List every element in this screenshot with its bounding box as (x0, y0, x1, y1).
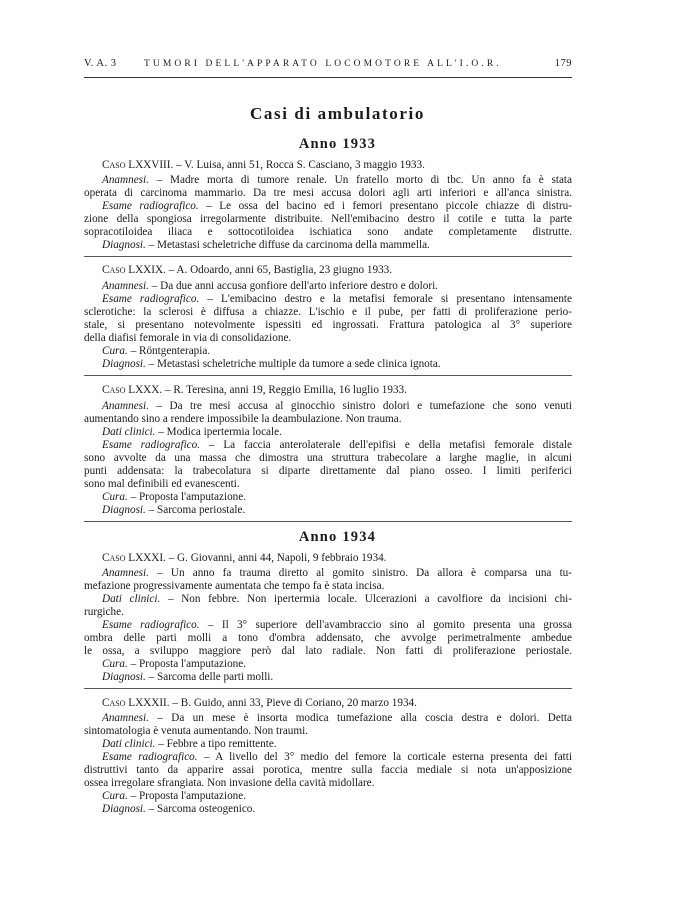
text-line: sclerotiche: la sclerosi è diffusa a chiazze. L'ischio e il pube, per fatti di proliferazione perio- (84, 306, 572, 318)
anamnesi-label: Anamnesi. (102, 280, 149, 292)
esame-text: – L'emibacino destro e la metafisi femorale si presentano intensamente (207, 293, 573, 305)
cura-text: – Proposta l'amputazione. (130, 491, 247, 503)
case-label: Caso LXXXI. (102, 552, 166, 564)
cura-line (84, 345, 572, 358)
case-heading (84, 264, 572, 277)
esame-label: Esame radiografico. (102, 751, 198, 763)
cura-text: – Proposta l'amputazione. (130, 658, 247, 670)
anamnesi-line (84, 174, 572, 187)
text-line: sono avvolte da una massa che dimostra una struttura trabecolare a larghe maglie, in alcuni (84, 452, 572, 464)
diagnosi-text: – Sarcoma periostale. (148, 504, 246, 516)
header-section-number: V. A. 3 (84, 58, 117, 69)
cura-label: Cura. (102, 658, 128, 670)
year-heading-1934: Anno 1934 (298, 529, 377, 545)
year-heading-1933: Anno 1933 (298, 136, 377, 152)
text-line: ossea irregolare sfrangiata. Non invasione della cavità midollare. (84, 777, 375, 789)
diagnosi-line (84, 239, 572, 252)
cura-line (84, 790, 572, 803)
text-line: rurgiche. (84, 606, 124, 618)
case-heading (84, 697, 572, 710)
esame-label: Esame radiografico. (102, 439, 201, 451)
cura-line (84, 491, 572, 504)
esame-text: – Il 3° superiore dell'avambraccio sino al gomito presenta una grossa (207, 619, 572, 631)
dati-text: – Febbre a tipo remittente. (158, 738, 277, 750)
diagnosi-label: Diagnosi. (102, 803, 146, 815)
text-line: sono mal definibili ed evanescenti. (84, 478, 240, 490)
diagnosi-line (84, 358, 572, 371)
case-label: Caso LXXX. (102, 384, 163, 396)
text-line: zione della spongiosa irregolarmente distribuite. Nell'emibacino destro il cotile e tutta la parte (84, 213, 572, 225)
case-label: Caso LXXXII. (102, 697, 170, 709)
diagnosi-line (84, 504, 572, 517)
anamnesi-text: – Da due anni accusa gonfiore dell'arto inferiore destro e dolori. (151, 280, 438, 292)
anamnesi-label: Anamnesi. (102, 712, 149, 724)
dati-label: Dati clinici. (102, 593, 161, 605)
esame-text: – A livello del 3° medio del femore la corticale esterna presenta dei fatti (203, 751, 573, 763)
text-line: mefazione progressivamente aumentata che tempo fa è stata incisa. (84, 580, 385, 592)
dati-line (84, 426, 572, 439)
anamnesi-text: – Un anno fa trauma diretto al gomito sinistro. Da allora è comparsa una tu- (157, 567, 572, 579)
diagnosi-label: Diagnosi. (102, 358, 146, 370)
text-line: sopracotiloidea iliaca e sottocotiloidea ischiatica sono andate completamente distrutte. (84, 226, 572, 238)
dati-text: – Non febbre. Non ipertermia locale. Ulcerazioni a cavolfiore da incisioni chi- (167, 593, 572, 605)
cura-label: Cura. (102, 345, 128, 357)
text-line: distruttivi tanto da apparire assai porotica, mentre sulla faccia mediale si nota un'apposizione (84, 764, 572, 776)
cura-label: Cura. (102, 790, 128, 802)
text-line: della diafisi femorale in via di consolidazione. (84, 332, 292, 344)
cura-text: – Röntgenterapia. (130, 345, 211, 357)
case-heading (84, 384, 572, 397)
cura-text: – Proposta l'amputazione. (130, 790, 247, 802)
diagnosi-label: Diagnosi. (102, 671, 146, 683)
diagnosi-label: Diagnosi. (102, 504, 146, 516)
text-line: punti addensata: la trabecolatura si diparte direttamente dal piano osseo. I limiti periferici (84, 465, 572, 477)
text-line: ombra delle parti molli a tono d'ombra addensato, che avvolge perimetralmente ambedue (84, 632, 572, 644)
esame-text: – La faccia anterolaterale dell'epifisi e della metafisi femorale distale (208, 439, 572, 451)
diagnosi-text: – Sarcoma osteogenico. (148, 803, 256, 815)
text-line: aumentando sino a rendere impossibile la deambulazione. Non trauma. (84, 413, 402, 425)
running-header (84, 58, 572, 76)
section-separator (84, 521, 572, 522)
header-rule (84, 77, 572, 78)
case-heading (84, 159, 572, 172)
diagnosi-label: Diagnosi. (102, 239, 146, 251)
diagnosi-line (84, 671, 572, 684)
esame-line (84, 293, 572, 306)
text-line: operata di carcinoma mammario. Da tre mesi accusa dolori agli arti inferiori e all'anca sinistra. (84, 187, 572, 199)
anamnesi-text: – Madre morta di tumore renale. Un fratello morto di tbc. Un anno fa è stata (156, 174, 572, 186)
case-label: Caso LXXIX. (102, 264, 166, 276)
dati-line (84, 593, 572, 606)
page-number: 179 (554, 58, 572, 69)
diagnosi-text: – Sarcoma delle parti molli. (148, 671, 274, 683)
cura-line (84, 658, 572, 671)
esame-line (84, 200, 572, 213)
dati-text: – Modica ipertermia locale. (158, 426, 282, 438)
case-patient: – V. Luisa, anni 51, Rocca S. Casciano, 3 maggio 1933. (176, 159, 425, 171)
text-line: stale, si presentano notevolmente ispessiti ed ingrossati. Frattura patologica al 3° superiore (84, 319, 572, 331)
esame-line (84, 751, 572, 764)
diagnosi-line (84, 803, 572, 816)
anamnesi-text: – Da tre mesi accusa al ginocchio sinistro dolori e tumefazione che sono venuti (156, 400, 572, 412)
case-patient: – B. Guido, anni 33, Pieve di Coriano, 20 marzo 1934. (172, 697, 417, 709)
esame-text: – Le ossa del bacino ed i femori presentano piccole chiazze di distru- (206, 200, 572, 212)
esame-line (84, 619, 572, 632)
anamnesi-text: – Da un mese è insorta modica tumefazione alla coscia destra e dolori. Detta (157, 712, 573, 724)
text-line: le ossa, a sviluppo maggiore però dal lato radiale. Non fatti di proliferazione periostale. (84, 645, 572, 657)
esame-label: Esame radiografico. (102, 200, 199, 212)
case-heading (84, 552, 572, 565)
page-title: Casi di ambulatorio (250, 104, 425, 123)
dati-label: Dati clinici. (102, 738, 156, 750)
case-patient: – G. Giovanni, anni 44, Napoli, 9 febbraio 1934. (168, 552, 387, 564)
anamnesi-label: Anamnesi. (102, 400, 149, 412)
case-separator (84, 375, 572, 376)
diagnosi-text: – Metastasi scheletriche diffuse da carcinoma della mammella. (148, 239, 430, 251)
anamnesi-label: Anamnesi. (102, 174, 149, 186)
dati-line (84, 738, 572, 751)
dati-label: Dati clinici. (102, 426, 156, 438)
case-separator (84, 688, 572, 689)
esame-label: Esame radiografico. (102, 619, 200, 631)
esame-label: Esame radiografico. (102, 293, 200, 305)
header-running-title: TUMORI DELL'APPARATO LOCOMOTORE ALL'I.O.R. (144, 59, 502, 69)
text-line: sintomatologia è venuta aumentando. Non traumi. (84, 725, 309, 737)
diagnosi-text: – Metastasi scheletriche multiple da tumore a sede clinica ignota. (148, 358, 441, 370)
case-separator (84, 256, 572, 257)
anamnesi-line (84, 567, 572, 580)
case-patient: – R. Teresina, anni 19, Reggio Emilia, 16 luglio 1933. (164, 384, 407, 396)
anamnesi-line (84, 400, 572, 413)
case-label: Caso LXXVIII. (102, 159, 174, 171)
anamnesi-line (84, 280, 572, 293)
case-patient: – A. Odoardo, anni 65, Bastiglia, 23 giugno 1933. (168, 264, 393, 276)
anamnesi-line (84, 712, 572, 725)
cura-label: Cura. (102, 491, 128, 503)
esame-line (84, 439, 572, 452)
anamnesi-label: Anamnesi. (102, 567, 149, 579)
